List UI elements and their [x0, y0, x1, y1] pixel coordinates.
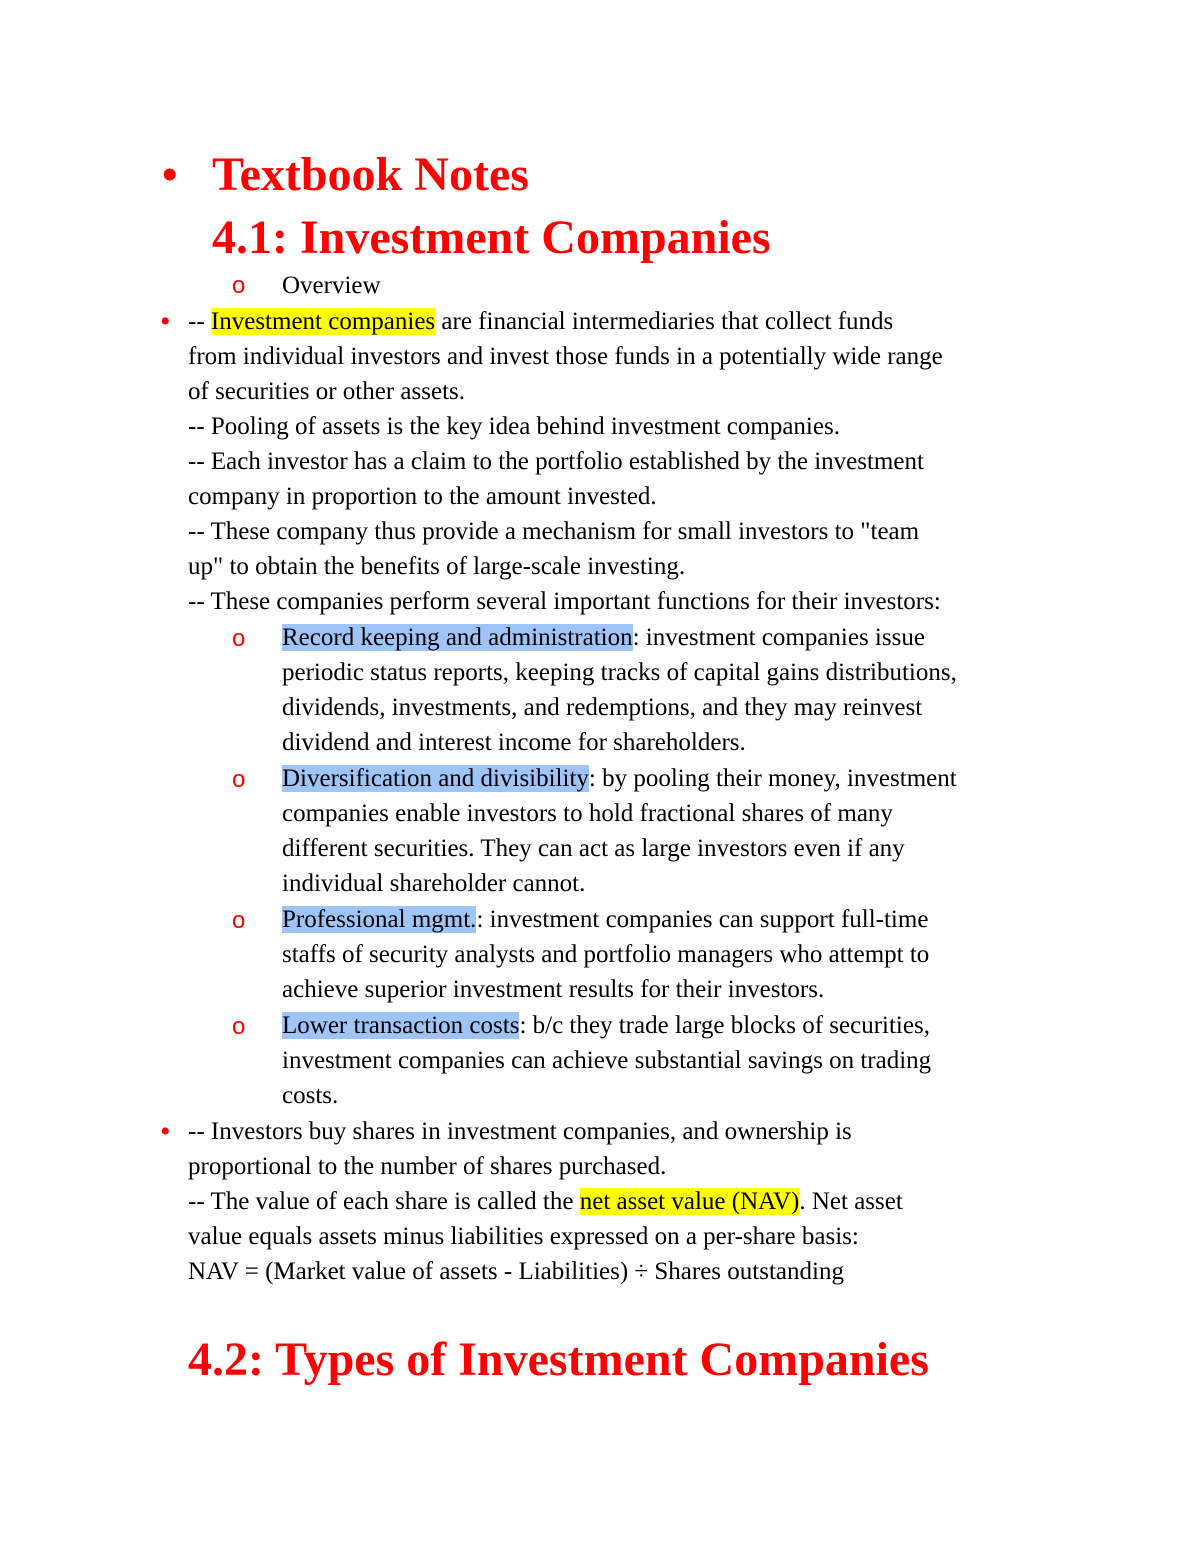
section-heading-4-2: 4.2: Types of Investment Companies — [188, 1333, 929, 1386]
para1-line-3: of securities or other assets. — [188, 378, 466, 405]
function-2-line-4: individual shareholder cannot. — [282, 870, 586, 897]
function-4-line1-rest: : b/c they trade large blocks of securities, — [519, 1012, 930, 1039]
function-2-line-2: companies enable investors to hold fractional shares of many — [282, 800, 893, 827]
function-term: Professional mgmt. — [282, 906, 477, 933]
function-bullet: o — [232, 625, 246, 652]
para2-line-4: value equals assets minus liabilities expressed on a per-share basis: — [188, 1223, 859, 1250]
para1-line-5: -- Each investor has a claim to the portfolio established by the investment — [188, 448, 924, 475]
title-bullet: • — [162, 150, 178, 199]
para1-line1-prefix: -- — [188, 308, 211, 335]
highlight-investment-companies: Investment companies — [210, 308, 436, 335]
function-3-line-3: achieve superior investment results for their investors. — [282, 976, 825, 1003]
para2-line3-rest: . Net asset — [799, 1188, 903, 1215]
section-heading-4-1: 4.1: Investment Companies — [212, 211, 771, 264]
function-2-line-3: different securities. They can act as large investors even if any — [282, 835, 905, 862]
function-3-line1-rest: : investment companies can support full-time — [476, 906, 929, 933]
para1-line1-rest: are financial intermediaries that collect funds — [435, 308, 894, 335]
para1-line-7: -- These company thus provide a mechanism for small investors to "team — [188, 518, 920, 545]
para2-bullet: • — [160, 1115, 171, 1148]
function-4-line-2: investment companies can achieve substantial savings on trading — [282, 1047, 932, 1074]
para1-line-6: company in proportion to the amount invested. — [188, 483, 657, 510]
function-2-line1-rest: : by pooling their money, investment — [588, 765, 957, 792]
function-1-line-4: dividend and interest income for shareholders. — [282, 729, 746, 756]
nav-formula: NAV = (Market value of assets - Liabilities) ÷ Shares outstanding — [188, 1258, 844, 1285]
function-3-line-1 — [282, 902, 928, 937]
function-3-line-2: staffs of security analysts and portfolio managers who attempt to — [282, 941, 930, 968]
para2-line-2: proportional to the number of shares purchased. — [188, 1153, 667, 1180]
para1-line-1 — [188, 304, 893, 339]
function-1-line-3: dividends, investments, and redemptions, and they may reinvest — [282, 694, 923, 721]
para1-line-4: -- Pooling of assets is the key idea behind investment companies. — [188, 413, 840, 440]
highlight-nav: net asset value (NAV) — [579, 1188, 800, 1215]
function-term: Record keeping and administration — [282, 624, 633, 651]
function-2-line-1 — [282, 761, 957, 796]
overview-bullet: o — [232, 272, 246, 299]
para1-line-2: from individual investors and invest those funds in a potentially wide range — [188, 343, 943, 370]
function-1-line1-rest: : investment companies issue — [632, 624, 925, 651]
para2-line-1: -- Investors buy shares in investment companies, and ownership is — [188, 1118, 852, 1145]
para2-line3-prefix: -- The value of each share is called the — [188, 1188, 580, 1215]
function-bullet: o — [232, 907, 246, 934]
function-bullet: o — [232, 766, 246, 793]
function-term: Diversification and divisibility — [282, 765, 589, 792]
para1-line-9: -- These companies perform several important functions for their investors: — [188, 588, 941, 615]
function-1-line-1 — [282, 620, 925, 655]
para1-bullet: • — [160, 305, 171, 338]
document-title: Textbook Notes — [212, 148, 529, 201]
function-1-line-2: periodic status reports, keeping tracks of capital gains distributions, — [282, 659, 957, 686]
para1-line-8: up" to obtain the benefits of large-scale investing. — [188, 553, 686, 580]
function-bullet: o — [232, 1013, 246, 1040]
overview-label: Overview — [282, 272, 381, 299]
function-4-line-1 — [282, 1008, 930, 1043]
para2-line-3 — [188, 1184, 903, 1219]
function-term: Lower transaction costs — [282, 1012, 520, 1039]
function-4-line-3: costs. — [282, 1082, 339, 1109]
